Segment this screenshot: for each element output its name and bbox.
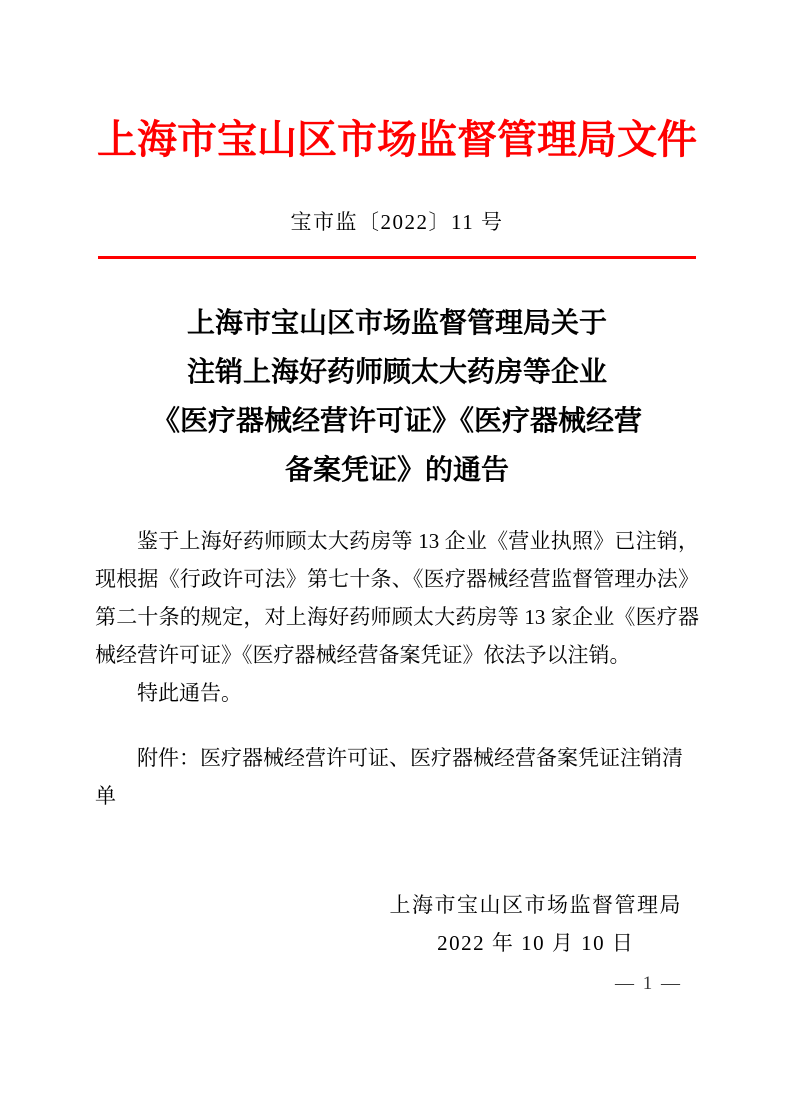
red-divider-line <box>98 256 696 259</box>
notice-title-line-1: 上海市宝山区市场监督管理局关于 <box>186 308 607 339</box>
agency-banner-title: 上海市宝山区市场监督管理局文件 <box>97 117 697 162</box>
signature-block <box>390 886 683 962</box>
issue-date: 2022 年 10 月 10 日 <box>437 931 635 955</box>
notice-title <box>0 299 794 495</box>
notice-title-line-4: 备案凭证》的通告 <box>284 455 509 486</box>
page-number: — 1 — <box>615 973 682 994</box>
notice-body <box>95 522 699 712</box>
document-number: 宝市监〔2022〕11 号 <box>290 210 504 234</box>
body-paragraph-2: 特此通告。 <box>137 681 242 705</box>
body-paragraph-1: 鉴于上海好药师顾太大药房等 13 企业《营业执照》已注销，现根据《行政许可法》第七十条、《医疗器械经营监督管理办法》第二十条的规定，对上海好药师顾太大药房等 13 家企业《医疗器械经营许可证》《医疗器械经营备案凭证》依法予以注销。 <box>95 529 699 667</box>
notice-title-line-2: 注销上海好药师顾太大药房等企业 <box>186 357 607 388</box>
issuing-agency: 上海市宝山区市场监督管理局 <box>389 893 682 917</box>
attachment-reference: 附件：医疗器械经营许可证、医疗器械经营备案凭证注销清单 <box>95 746 683 808</box>
notice-title-line-3: 《医疗器械经营许可证》《医疗器械经营 <box>151 406 642 437</box>
